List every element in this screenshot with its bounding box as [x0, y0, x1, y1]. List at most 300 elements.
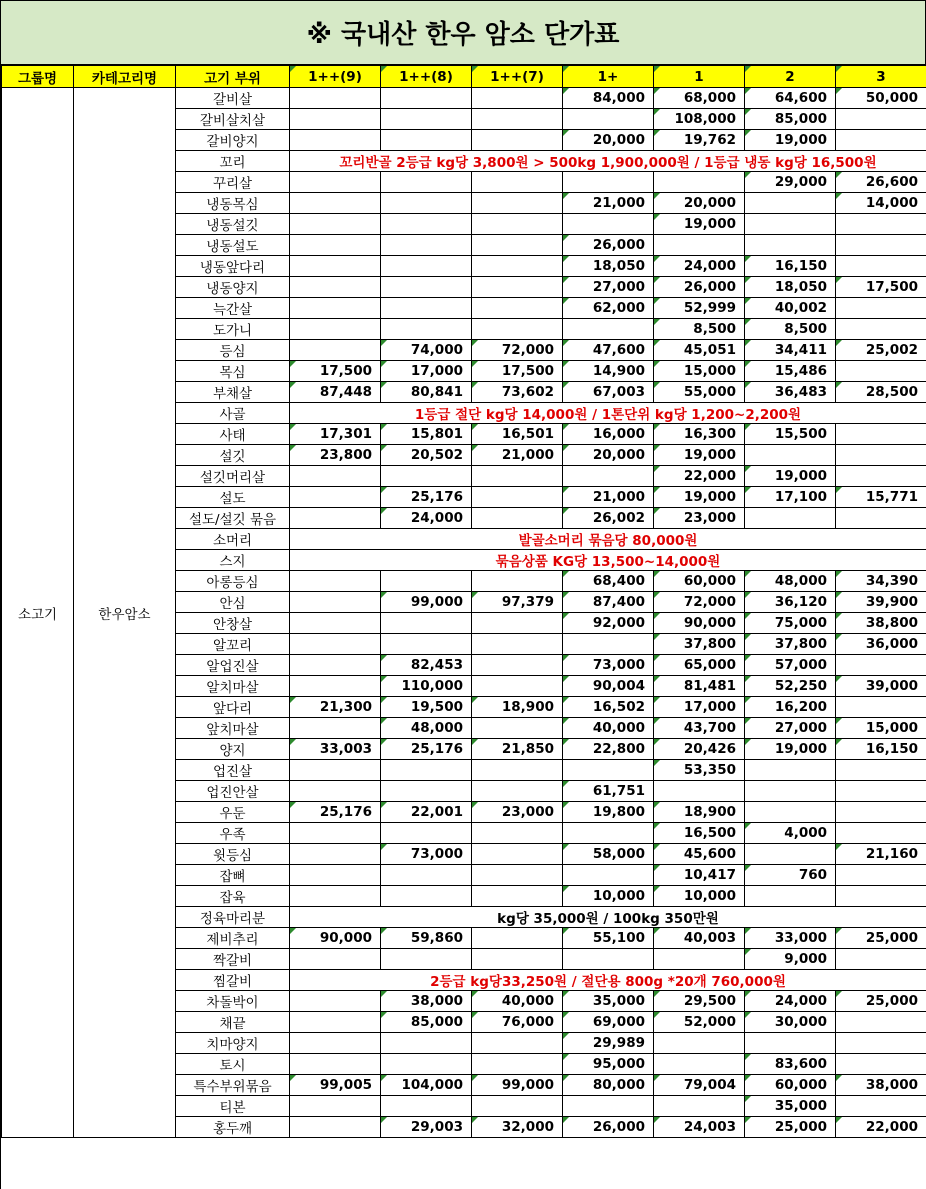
price-cell: [290, 865, 381, 886]
price-cell: 14,900: [563, 361, 654, 382]
price-cell: [836, 1054, 926, 1075]
price-cell: [472, 865, 563, 886]
price-cell: 43,700: [654, 718, 745, 739]
price-cell: [836, 1033, 926, 1054]
header-cell: 그룹명: [2, 66, 74, 88]
price-cell: [290, 256, 381, 277]
price-cell: 85,000: [745, 109, 836, 130]
cut-name-cell: 갈비살: [176, 88, 290, 109]
price-cell: [472, 1054, 563, 1075]
price-cell: [290, 172, 381, 193]
price-cell: [836, 1096, 926, 1117]
price-cell: [381, 256, 472, 277]
price-cell: [836, 130, 926, 151]
price-cell: [472, 760, 563, 781]
price-cell: [290, 340, 381, 361]
price-cell: [836, 361, 926, 382]
cut-name-cell: 안심: [176, 592, 290, 613]
cut-name-cell: 알업진살: [176, 655, 290, 676]
price-cell: [472, 823, 563, 844]
price-cell: 10,417: [654, 865, 745, 886]
price-cell: 76,000: [472, 1012, 563, 1033]
price-cell: 19,000: [745, 466, 836, 487]
price-cell: [381, 949, 472, 970]
price-cell: 40,000: [472, 991, 563, 1012]
price-cell: 16,501: [472, 424, 563, 445]
price-cell: 16,200: [745, 697, 836, 718]
cut-name-cell: 업진안살: [176, 781, 290, 802]
price-cell: [745, 214, 836, 235]
cut-name-cell: 목심: [176, 361, 290, 382]
price-cell: 38,800: [836, 613, 926, 634]
price-cell: 79,004: [654, 1075, 745, 1096]
price-cell: [381, 571, 472, 592]
price-cell: 99,000: [472, 1075, 563, 1096]
price-cell: [472, 193, 563, 214]
cut-name-cell: 갈비살치살: [176, 109, 290, 130]
cut-name-cell: 설도: [176, 487, 290, 508]
price-cell: [290, 718, 381, 739]
price-cell: 47,600: [563, 340, 654, 361]
price-cell: 20,000: [654, 193, 745, 214]
price-cell: 52,999: [654, 298, 745, 319]
price-cell: 25,000: [836, 991, 926, 1012]
price-cell: [563, 172, 654, 193]
header-row: [2, 66, 926, 88]
price-cell: [836, 109, 926, 130]
price-cell: 108,000: [654, 109, 745, 130]
price-cell: 36,000: [836, 634, 926, 655]
price-note-cell: kg당 35,000원 / 100kg 350만원: [290, 907, 926, 928]
price-cell: [472, 466, 563, 487]
price-cell: [472, 676, 563, 697]
price-cell: 25,176: [290, 802, 381, 823]
price-cell: 16,502: [563, 697, 654, 718]
price-cell: 61,751: [563, 781, 654, 802]
header-cell: 카테고리명: [74, 66, 176, 88]
price-cell: 85,000: [381, 1012, 472, 1033]
price-cell: 15,500: [745, 424, 836, 445]
price-cell: [745, 445, 836, 466]
price-cell: [381, 613, 472, 634]
cut-name-cell: 채끝: [176, 1012, 290, 1033]
price-cell: [472, 844, 563, 865]
price-cell: [836, 760, 926, 781]
cut-name-cell: 늑간살: [176, 298, 290, 319]
price-cell: 87,400: [563, 592, 654, 613]
price-cell: 48,000: [381, 718, 472, 739]
price-cell: [381, 298, 472, 319]
price-cell: 15,771: [836, 487, 926, 508]
cut-name-cell: 부채살: [176, 382, 290, 403]
price-cell: [381, 865, 472, 886]
price-cell: 34,411: [745, 340, 836, 361]
price-cell: [563, 214, 654, 235]
sheet-title: ※ 국내산 한우 암소 단가표: [1, 1, 926, 65]
price-cell: [745, 802, 836, 823]
price-cell: [381, 760, 472, 781]
price-cell: [836, 865, 926, 886]
price-cell: 17,500: [472, 361, 563, 382]
price-cell: [290, 466, 381, 487]
cut-name-cell: 소머리: [176, 529, 290, 550]
price-cell: 57,000: [745, 655, 836, 676]
cut-name-cell: 꼬리: [176, 151, 290, 172]
price-cell: [472, 718, 563, 739]
price-cell: 68,000: [654, 88, 745, 109]
price-cell: 23,800: [290, 445, 381, 466]
price-cell: [472, 613, 563, 634]
price-cell: [290, 1012, 381, 1033]
cut-name-cell: 토시: [176, 1054, 290, 1075]
price-cell: [836, 802, 926, 823]
price-cell: [472, 508, 563, 529]
price-table: [1, 65, 926, 1138]
price-cell: 25,176: [381, 739, 472, 760]
price-cell: 75,000: [745, 613, 836, 634]
price-cell: 18,900: [472, 697, 563, 718]
price-cell: 27,000: [745, 718, 836, 739]
price-note-cell: 1등급 절단 kg당 14,000원 / 1톤단위 kg당 1,200~2,200원: [290, 403, 926, 424]
price-cell: 15,000: [836, 718, 926, 739]
price-cell: 27,000: [563, 277, 654, 298]
price-cell: 21,850: [472, 739, 563, 760]
price-cell: [472, 634, 563, 655]
price-cell: [290, 613, 381, 634]
price-cell: 65,000: [654, 655, 745, 676]
price-cell: [654, 235, 745, 256]
price-cell: [290, 634, 381, 655]
price-cell: [654, 172, 745, 193]
cut-name-cell: 냉동설깃: [176, 214, 290, 235]
price-cell: [745, 781, 836, 802]
price-cell: [290, 991, 381, 1012]
price-cell: [472, 949, 563, 970]
price-cell: 26,002: [563, 508, 654, 529]
cut-name-cell: 찜갈비: [176, 970, 290, 991]
price-cell: 19,000: [654, 214, 745, 235]
cut-name-cell: 업진살: [176, 760, 290, 781]
cut-name-cell: 치마양지: [176, 1033, 290, 1054]
category-name-cell: 한우암소: [74, 88, 176, 1138]
price-cell: 25,000: [836, 928, 926, 949]
price-cell: 21,000: [563, 193, 654, 214]
price-cell: 21,300: [290, 697, 381, 718]
price-cell: [745, 1033, 836, 1054]
cut-name-cell: 안창살: [176, 613, 290, 634]
price-cell: [745, 193, 836, 214]
price-cell: 29,003: [381, 1117, 472, 1138]
price-cell: [563, 466, 654, 487]
price-cell: [745, 508, 836, 529]
price-cell: 24,003: [654, 1117, 745, 1138]
price-cell: 19,500: [381, 697, 472, 718]
price-cell: [563, 760, 654, 781]
price-cell: 15,801: [381, 424, 472, 445]
price-cell: 20,502: [381, 445, 472, 466]
price-cell: [654, 1096, 745, 1117]
price-cell: [290, 214, 381, 235]
price-cell: [290, 1096, 381, 1117]
cut-name-cell: 차돌박이: [176, 991, 290, 1012]
price-cell: [381, 1054, 472, 1075]
price-cell: [290, 277, 381, 298]
price-cell: [381, 88, 472, 109]
price-cell: 10,000: [654, 886, 745, 907]
cut-name-cell: 꾸리살: [176, 172, 290, 193]
cut-name-cell: 설깃: [176, 445, 290, 466]
cut-name-cell: 도가니: [176, 319, 290, 340]
price-cell: 39,900: [836, 592, 926, 613]
price-cell: [290, 781, 381, 802]
price-cell: [745, 235, 836, 256]
price-cell: 37,800: [654, 634, 745, 655]
price-cell: 24,000: [745, 991, 836, 1012]
cut-name-cell: 갈비양지: [176, 130, 290, 151]
price-cell: [472, 487, 563, 508]
price-cell: 10,000: [563, 886, 654, 907]
price-cell: [836, 424, 926, 445]
cut-name-cell: 양지: [176, 739, 290, 760]
cut-name-cell: 냉동목심: [176, 193, 290, 214]
cut-name-cell: 설도/설깃 묶음: [176, 508, 290, 529]
price-cell: 19,000: [745, 130, 836, 151]
price-cell: [472, 130, 563, 151]
price-cell: [290, 886, 381, 907]
price-cell: [836, 1012, 926, 1033]
price-cell: 16,000: [563, 424, 654, 445]
price-cell: [290, 193, 381, 214]
price-cell: [381, 130, 472, 151]
price-cell: [381, 781, 472, 802]
price-cell: 52,000: [654, 1012, 745, 1033]
price-cell: [472, 88, 563, 109]
price-cell: 19,762: [654, 130, 745, 151]
price-cell: [563, 109, 654, 130]
price-cell: [290, 235, 381, 256]
price-cell: 22,800: [563, 739, 654, 760]
price-cell: 17,301: [290, 424, 381, 445]
price-cell: 87,448: [290, 382, 381, 403]
price-cell: [836, 823, 926, 844]
price-cell: 40,000: [563, 718, 654, 739]
price-cell: 26,600: [836, 172, 926, 193]
price-cell: 83,600: [745, 1054, 836, 1075]
price-cell: 73,000: [381, 844, 472, 865]
price-cell: [290, 319, 381, 340]
price-cell: 17,500: [290, 361, 381, 382]
price-cell: [472, 256, 563, 277]
price-cell: 17,000: [381, 361, 472, 382]
price-cell: [472, 655, 563, 676]
price-cell: 16,150: [836, 739, 926, 760]
cut-name-cell: 잡육: [176, 886, 290, 907]
price-cell: 55,100: [563, 928, 654, 949]
price-cell: 22,001: [381, 802, 472, 823]
price-cell: 45,600: [654, 844, 745, 865]
price-cell: 82,453: [381, 655, 472, 676]
price-cell: [290, 823, 381, 844]
price-cell: 95,000: [563, 1054, 654, 1075]
price-cell: 25,000: [745, 1117, 836, 1138]
price-cell: [654, 1054, 745, 1075]
price-cell: 73,000: [563, 655, 654, 676]
price-cell: 33,003: [290, 739, 381, 760]
price-cell: [290, 676, 381, 697]
price-cell: [381, 214, 472, 235]
header-cell: 1++(9): [290, 66, 381, 88]
price-cell: [290, 109, 381, 130]
cut-name-cell: 등심: [176, 340, 290, 361]
price-cell: [381, 886, 472, 907]
price-cell: 9,000: [745, 949, 836, 970]
cut-name-cell: 냉동양지: [176, 277, 290, 298]
price-cell: [472, 1096, 563, 1117]
price-cell: [381, 235, 472, 256]
price-cell: [472, 235, 563, 256]
price-cell: 60,000: [654, 571, 745, 592]
header-cell: 1++(8): [381, 66, 472, 88]
price-cell: [745, 886, 836, 907]
price-cell: 19,000: [745, 739, 836, 760]
price-cell: [290, 298, 381, 319]
cut-name-cell: 냉동설도: [176, 235, 290, 256]
price-cell: [381, 109, 472, 130]
price-cell: [836, 655, 926, 676]
price-note-cell: 2등급 kg당33,250원 / 절단용 800g *20개 760,000원: [290, 970, 926, 991]
price-cell: 39,000: [836, 676, 926, 697]
price-cell: 18,900: [654, 802, 745, 823]
price-cell: 90,000: [654, 613, 745, 634]
price-cell: 99,005: [290, 1075, 381, 1096]
price-cell: 72,000: [472, 340, 563, 361]
price-cell: 35,000: [745, 1096, 836, 1117]
price-cell: 53,350: [654, 760, 745, 781]
price-cell: 36,120: [745, 592, 836, 613]
price-cell: 21,000: [563, 487, 654, 508]
price-cell: 97,379: [472, 592, 563, 613]
price-cell: 4,000: [745, 823, 836, 844]
price-cell: 90,000: [290, 928, 381, 949]
price-cell: [836, 298, 926, 319]
price-cell: 26,000: [654, 277, 745, 298]
cut-name-cell: 알치마살: [176, 676, 290, 697]
cut-name-cell: 잡뼈: [176, 865, 290, 886]
header-cell: 1++(7): [472, 66, 563, 88]
price-cell: [472, 886, 563, 907]
price-cell: 45,051: [654, 340, 745, 361]
price-cell: [381, 466, 472, 487]
price-cell: 29,500: [654, 991, 745, 1012]
price-cell: 8,500: [745, 319, 836, 340]
price-cell: 20,000: [563, 130, 654, 151]
price-cell: 16,150: [745, 256, 836, 277]
price-cell: [563, 319, 654, 340]
price-cell: 25,176: [381, 487, 472, 508]
price-cell: [381, 1033, 472, 1054]
price-cell: 26,000: [563, 1117, 654, 1138]
price-cell: [836, 445, 926, 466]
price-cell: 68,400: [563, 571, 654, 592]
price-cell: [472, 109, 563, 130]
group-name-cell: 소고기: [2, 88, 74, 1138]
price-cell: 64,600: [745, 88, 836, 109]
price-cell: [836, 214, 926, 235]
price-cell: 34,390: [836, 571, 926, 592]
price-cell: 29,989: [563, 1033, 654, 1054]
price-cell: 19,800: [563, 802, 654, 823]
cut-name-cell: 우족: [176, 823, 290, 844]
cut-name-cell: 알꼬리: [176, 634, 290, 655]
price-cell: [290, 1054, 381, 1075]
price-cell: [836, 781, 926, 802]
cut-name-cell: 앞다리: [176, 697, 290, 718]
price-cell: [290, 88, 381, 109]
price-cell: 24,000: [381, 508, 472, 529]
price-cell: 48,000: [745, 571, 836, 592]
price-cell: 26,000: [563, 235, 654, 256]
price-cell: 84,000: [563, 88, 654, 109]
price-cell: [472, 571, 563, 592]
price-cell: 99,000: [381, 592, 472, 613]
price-cell: 38,000: [836, 1075, 926, 1096]
price-cell: 760: [745, 865, 836, 886]
price-cell: 19,000: [654, 445, 745, 466]
price-cell: 22,000: [836, 1117, 926, 1138]
price-cell: 50,000: [836, 88, 926, 109]
price-cell: [290, 571, 381, 592]
price-cell: 19,000: [654, 487, 745, 508]
price-cell: [563, 823, 654, 844]
price-cell: [836, 886, 926, 907]
price-cell: [290, 1033, 381, 1054]
cut-name-cell: 앞치마살: [176, 718, 290, 739]
cut-name-cell: 티본: [176, 1096, 290, 1117]
price-cell: [472, 277, 563, 298]
cut-name-cell: 특수부위묶음: [176, 1075, 290, 1096]
price-cell: 29,000: [745, 172, 836, 193]
price-cell: [654, 781, 745, 802]
price-cell: [290, 760, 381, 781]
price-cell: [836, 949, 926, 970]
price-cell: 33,000: [745, 928, 836, 949]
price-cell: [836, 235, 926, 256]
price-cell: 22,000: [654, 466, 745, 487]
price-cell: 36,483: [745, 382, 836, 403]
price-cell: 74,000: [381, 340, 472, 361]
cut-name-cell: 윗등심: [176, 844, 290, 865]
price-cell: 104,000: [381, 1075, 472, 1096]
price-cell: 90,004: [563, 676, 654, 697]
price-cell: 80,000: [563, 1075, 654, 1096]
price-cell: [563, 949, 654, 970]
price-cell: [381, 1096, 472, 1117]
price-cell: 32,000: [472, 1117, 563, 1138]
price-note-cell: 꼬리반골 2등급 kg당 3,800원 > 500kg 1,900,000원 / 1등급 냉동 kg당 16,500원: [290, 151, 926, 172]
price-cell: 17,100: [745, 487, 836, 508]
price-cell: 73,602: [472, 382, 563, 403]
price-cell: 18,050: [745, 277, 836, 298]
cut-name-cell: 제비추리: [176, 928, 290, 949]
price-cell: [381, 172, 472, 193]
price-cell: [472, 928, 563, 949]
price-cell: [563, 1096, 654, 1117]
price-cell: 16,300: [654, 424, 745, 445]
price-cell: [290, 487, 381, 508]
price-cell: 69,000: [563, 1012, 654, 1033]
price-cell: 110,000: [381, 676, 472, 697]
header-cell: 3: [836, 66, 926, 88]
